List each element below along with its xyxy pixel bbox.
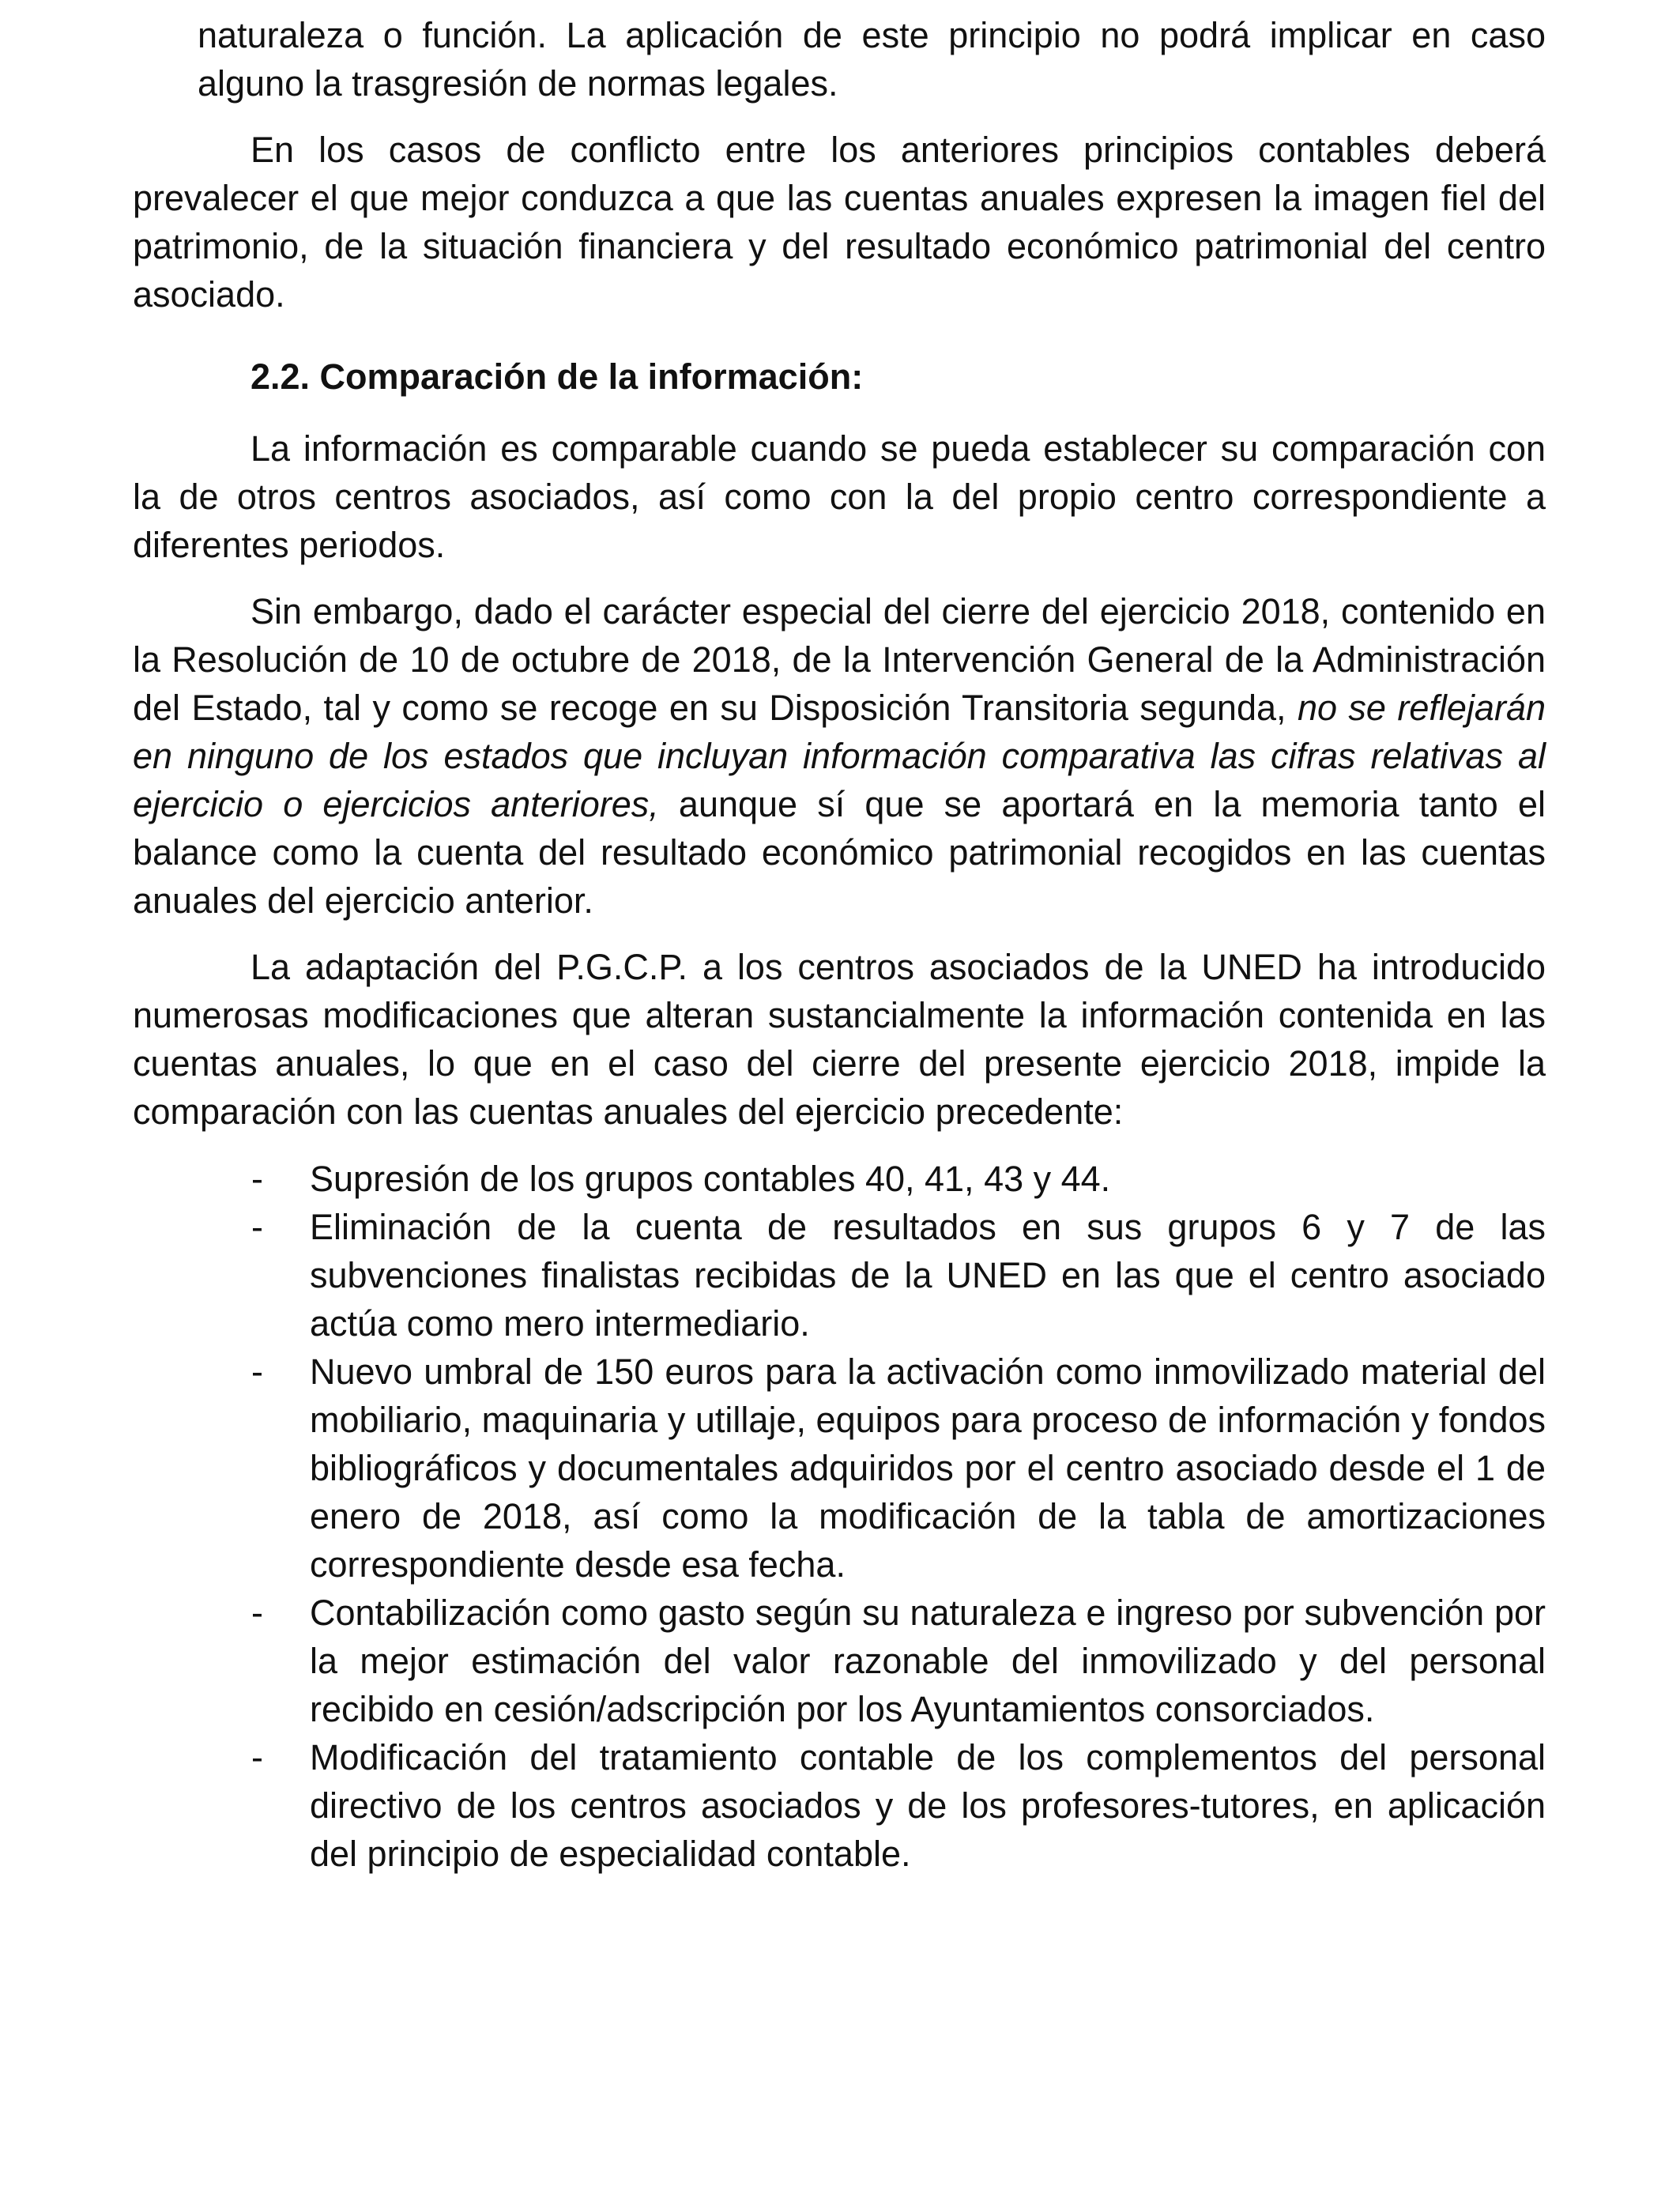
paragraph-continuation: naturaleza o función. La aplicación de este principio no podrá implicar en caso alguno la trasgresión de normas legales. [198, 15, 1546, 104]
list-item [133, 1733, 1546, 1878]
section-heading: 2.2. Comparación de la información: [250, 356, 864, 397]
paragraph-special-closing [133, 587, 1546, 925]
paragraph-special-closing-start: Sin embargo, dado el carácter especial del cierre del ejercicio 2018, contenido en la Resolución de 10 de octubre de 2018, de la Intervención General de la Administración del Estado, tal y como se recoge en su Disposición Transitoria segunda, [133, 591, 1546, 728]
modifications-list [133, 1155, 1546, 1878]
paragraph-special-closing-end: aunque sí que se aportará en la memoria tanto el balance como la cuenta del resultado económico patrimonial recogidos en las cuentas anuales del ejercicio anterior. [133, 784, 1546, 921]
list-item-text: Modificación del tratamiento contable de los complementos del personal directivo de los centros asociados y de los profesores-tutores, en aplicación del principio de especialidad contable. [310, 1737, 1546, 1874]
list-item [133, 1203, 1546, 1348]
bullet-dash: - [251, 1351, 263, 1392]
paragraph-adaptation: La adaptación del P.G.C.P. a los centros asociados de la UNED ha introducido numerosas modificaciones que alteran sustancialmente la información contenida en las cuentas anuales, lo que en el caso del cierre del presente ejercicio 2018, impide la comparación con las cuentas anuales del ejercicio precedente: [133, 947, 1546, 1132]
bullet-dash: - [251, 1207, 263, 1247]
document-page [133, 11, 1546, 1878]
list-item-text: Nuevo umbral de 150 euros para la activación como inmovilizado material del mobiliario, maquinaria y utillaje, equipos para proceso de información y fondos bibliográficos y documentales adquiridos por el centro asociado desde el 1 de enero de 2018, así como la modificación de la tabla de amortizaciones correspondiente desde esa fecha. [310, 1351, 1546, 1585]
paragraph-comparable-info: La información es comparable cuando se pueda establecer su comparación con la de otros centros asociados, así como con la del propio centro correspondiente a diferentes periodos. [133, 428, 1546, 565]
paragraph-special-closing-italic: no se reflejarán en ninguno de los estados que incluyan información comparativa las cifras relativas al ejercicio o ejercicios anteriores, [133, 688, 1546, 824]
list-item [133, 1155, 1546, 1203]
bullet-dash: - [251, 1159, 263, 1199]
bullet-dash: - [251, 1737, 263, 1777]
list-item-text: Supresión de los grupos contables 40, 41, 43 y 44. [310, 1159, 1111, 1199]
paragraph-conflict-principles: En los casos de conflicto entre los anteriores principios contables deberá prevalecer el que mejor conduzca a que las cuentas anuales expresen la imagen fiel del patrimonio, de la situación financiera y del resultado económico patrimonial del centro asociado. [133, 130, 1546, 315]
bullet-dash: - [251, 1593, 263, 1633]
list-item [133, 1589, 1546, 1733]
list-item-text: Eliminación de la cuenta de resultados en sus grupos 6 y 7 de las subvenciones finalistas recibidas de la UNED en las que el centro asociado actúa como mero intermediario. [310, 1207, 1546, 1344]
list-item [133, 1348, 1546, 1589]
list-item-text: Contabilización como gasto según su naturaleza e ingreso por subvención por la mejor estimación del valor razonable del inmovilizado y del personal recibido en cesión/adscripción por los Ayuntamientos consorciados. [310, 1593, 1546, 1729]
